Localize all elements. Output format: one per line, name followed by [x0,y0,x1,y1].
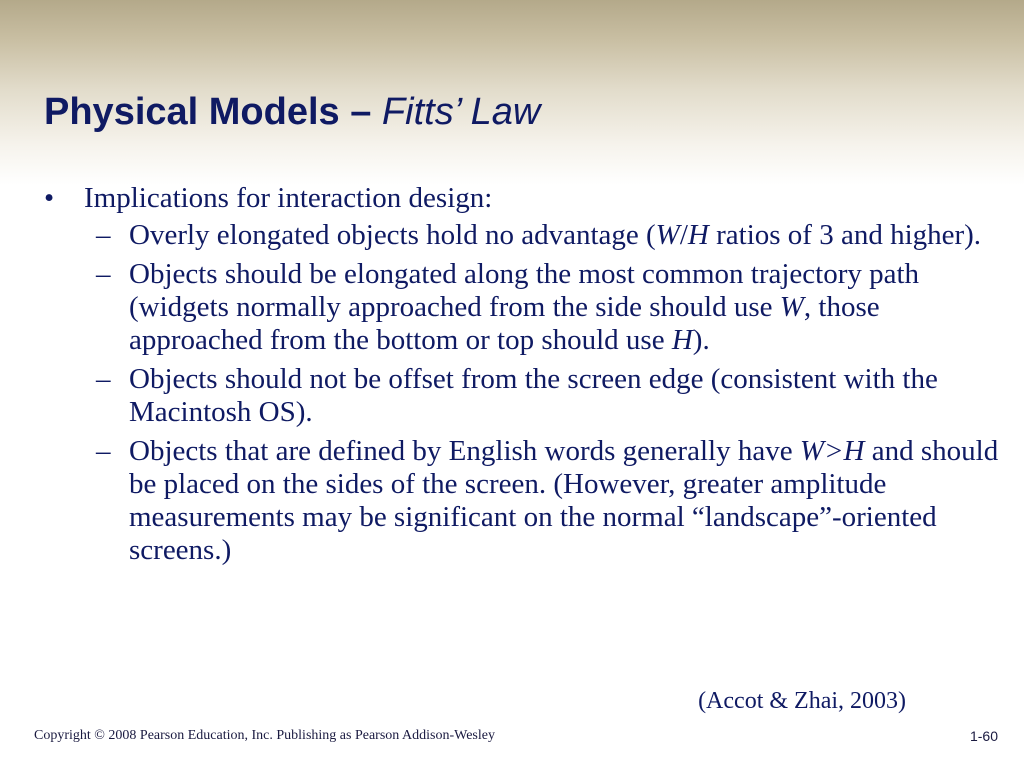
slide-title-main: Physical Models – [44,91,382,133]
bullet-item [44,181,1004,215]
sub-bullet-marker: – [96,258,111,290]
footer-copyright: Copyright © 2008 Pearson Education, Inc. Publishing as Pearson Addison-Wesley [34,728,495,743]
sub-bullet-italic: W [655,219,680,251]
sub-bullet-list [44,219,1004,567]
slide-title [44,88,540,136]
sub-bullet-marker: – [96,363,111,395]
sub-bullet-text: Objects should be elongated along the most common trajectory path (widgets normally approached from the side should use [129,258,920,323]
slide-body [44,181,1004,573]
sub-bullet-italic: W>H [799,435,865,467]
sub-bullet-text: Objects should not be offset from the screen edge (consistent with the Macintosh OS). [129,363,938,428]
sub-bullet-text: , those approached from the bottom or top should use [129,291,880,356]
sub-bullet-marker: – [96,219,111,251]
sub-bullet-text: and should be placed on the sides of the screen. (However, greater amplitude measurements may be significant on the normal “landscape”-oriented screens.) [129,435,999,566]
page-number: 1-60 [969,728,998,744]
sub-bullet-text: Objects that are defined by English words generally have [129,435,800,467]
sub-bullet-italic: W [779,291,804,323]
sub-bullet-text: / [679,219,688,251]
slide-title-sub: Fitts’ Law [381,91,541,133]
sub-bullet-item [44,363,999,429]
bullet-text: Implications for interaction design: [84,182,493,214]
sub-bullet-text: ). [692,324,710,356]
sub-bullet-item [44,219,999,252]
bullet-marker: • [44,182,55,214]
sub-bullet-marker: – [96,435,111,467]
sub-bullet-italic: H [671,324,693,356]
sub-bullet-text: ratios of 3 and higher). [708,219,982,251]
sub-bullet-item [44,258,999,357]
citation: (Accot & Zhai, 2003) [698,688,906,714]
sub-bullet-italic: H [687,219,709,251]
sub-bullet-item [44,435,999,567]
sub-bullet-text: Overly elongated objects hold no advantage ( [129,219,656,251]
